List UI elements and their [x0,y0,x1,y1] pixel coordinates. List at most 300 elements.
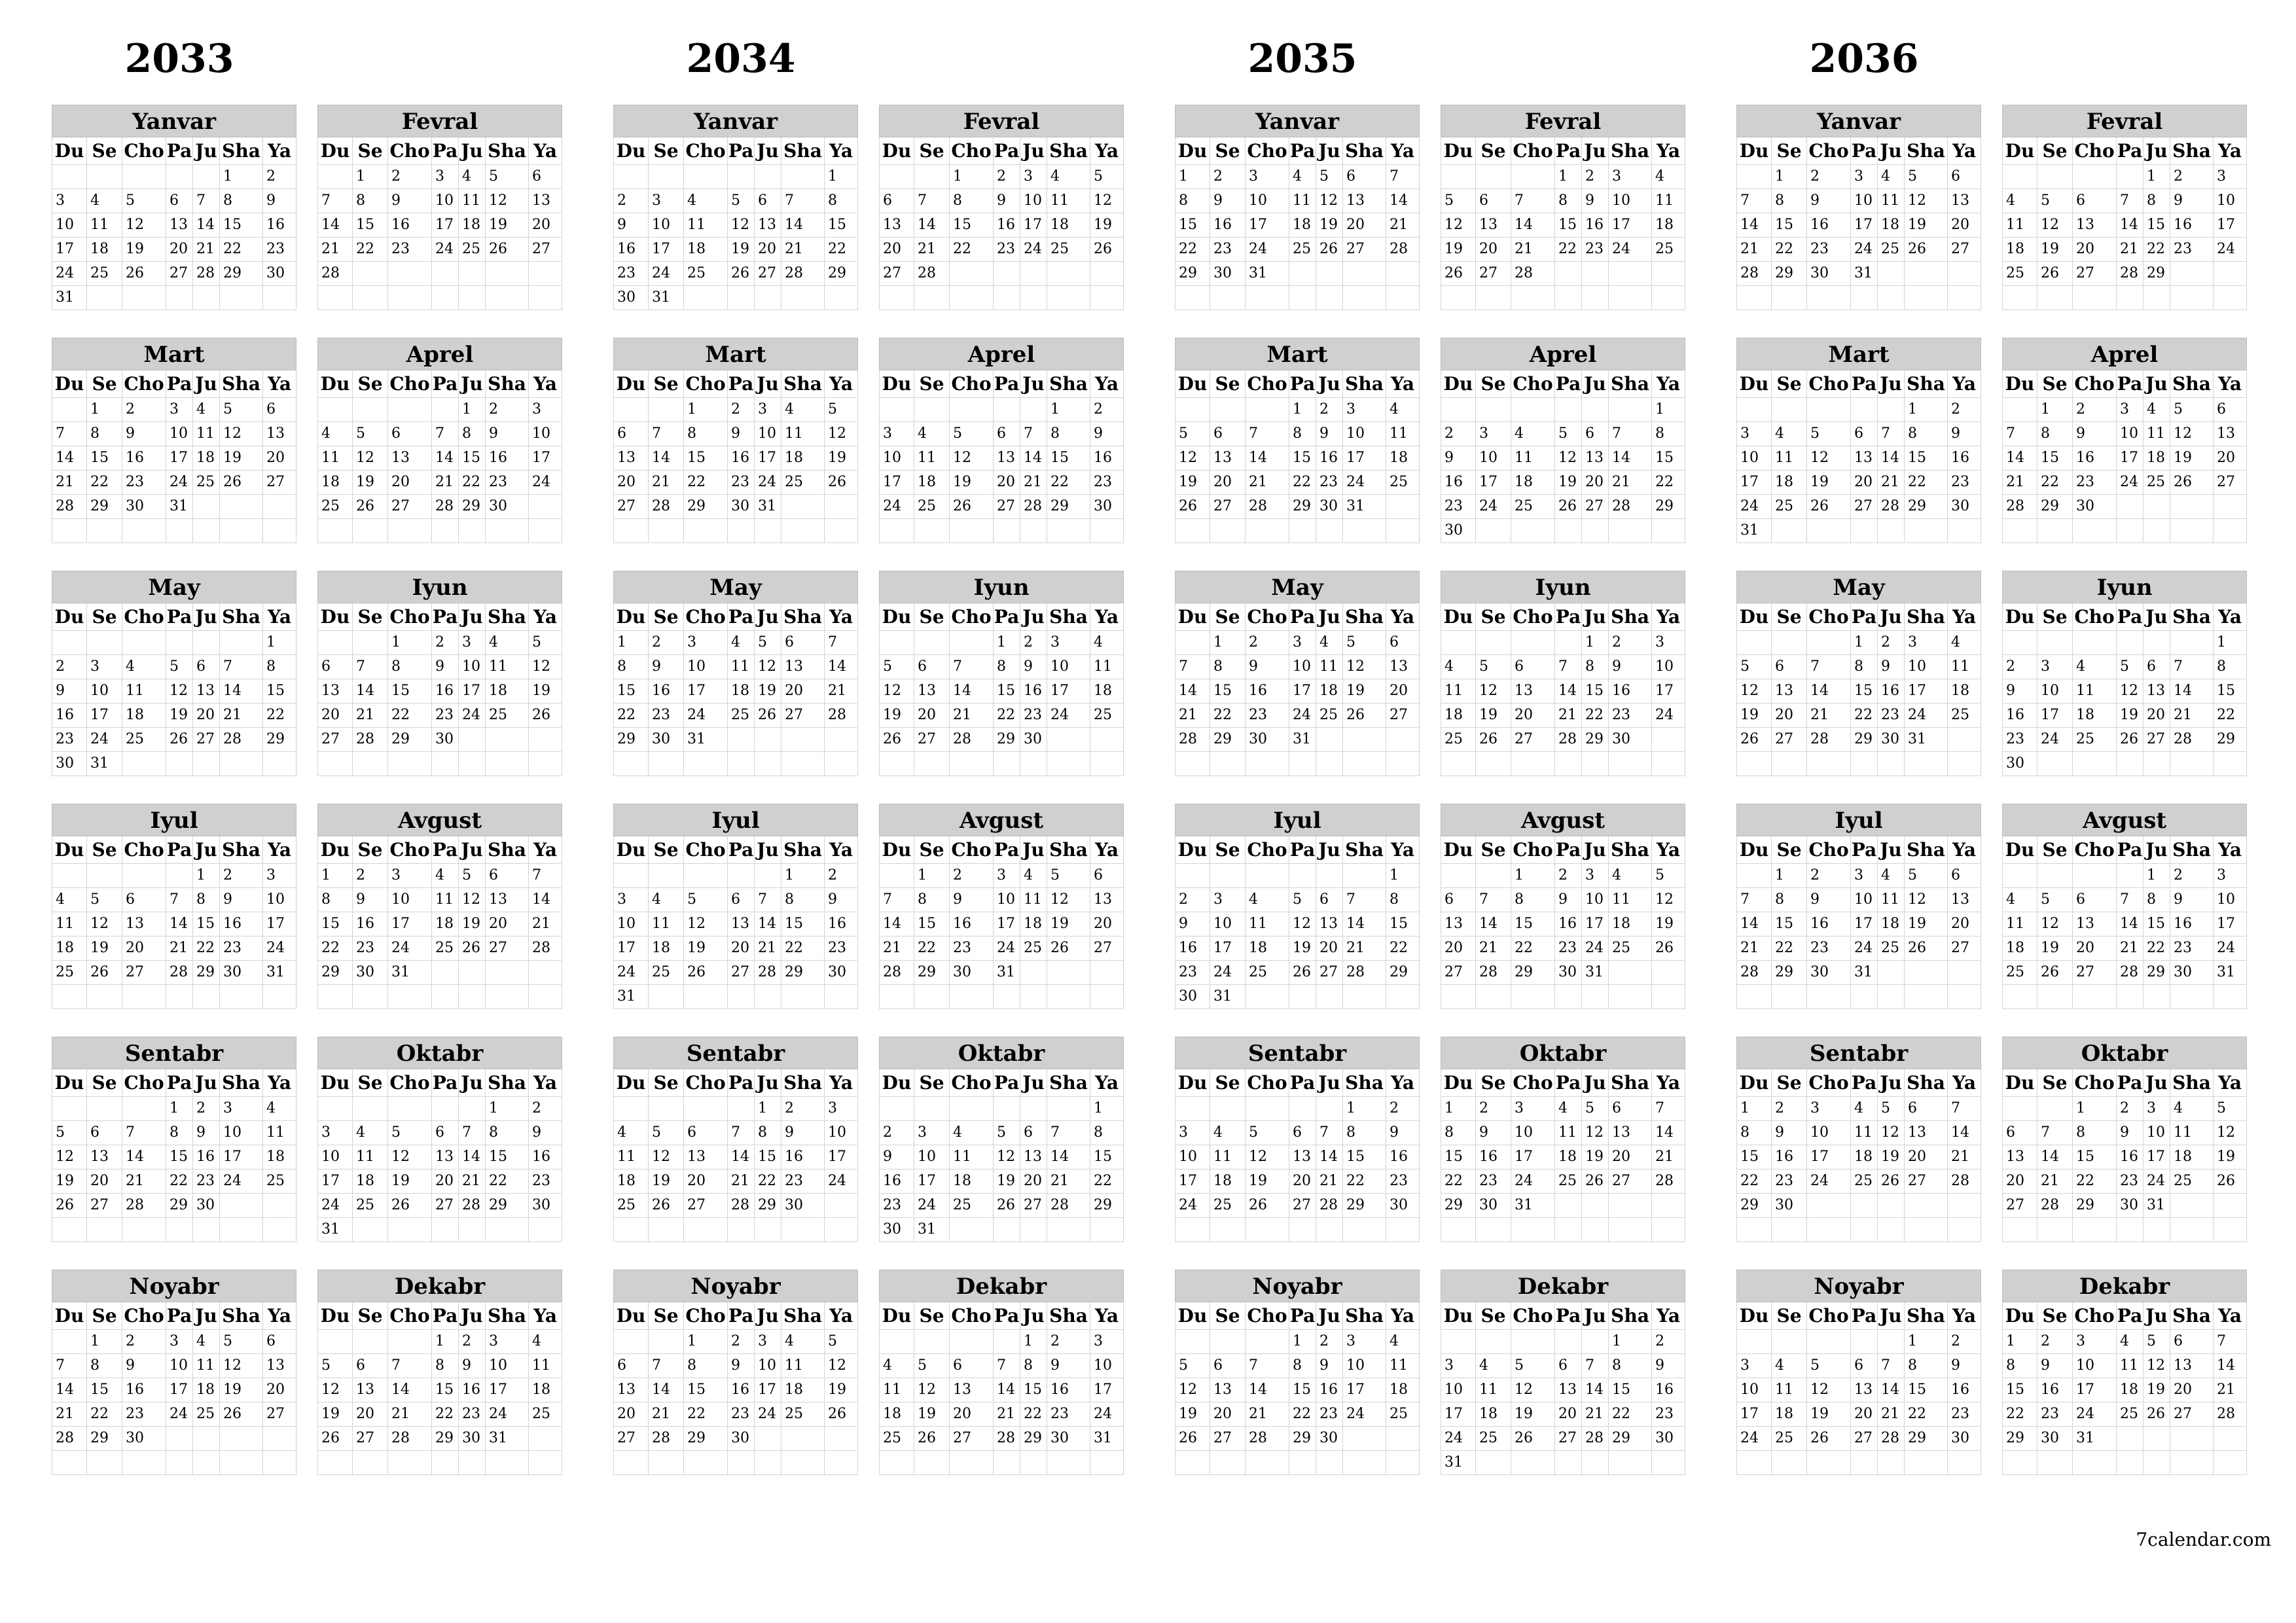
day-cell: 16 [2170,213,2214,238]
empty-cell [2037,1218,2073,1242]
day-cell: 12 [755,655,781,679]
day-cell: 18 [649,936,684,961]
day-cell: 8 [166,1121,193,1145]
empty-cell [122,1218,166,1242]
day-cell: 26 [1878,1169,1905,1194]
day-cell: 21 [2170,704,2214,728]
day-cell: 24 [1851,936,1878,961]
empty-cell [1386,1427,1420,1451]
empty-cell [2073,1218,2117,1242]
weekday-header: Ju [1020,1302,1047,1330]
weekday-header: Cho [684,603,728,631]
day-cell: 10 [1582,888,1609,912]
weekday-header: Ya [529,1302,562,1330]
empty-cell [1736,1218,1772,1242]
day-cell: 17 [755,446,781,471]
weekday-header: Pa [1851,836,1878,864]
day-cell: 24 [1476,495,1511,519]
empty-cell [529,961,562,985]
day-cell: 3 [1289,631,1316,655]
day-cell: 27 [432,1194,459,1218]
empty-cell [1246,1330,1289,1354]
day-cell: 21 [994,1402,1020,1427]
day-cell: 6 [1582,422,1609,446]
day-cell: 21 [649,1402,684,1427]
empty-cell [879,752,914,776]
day-cell: 9 [649,655,684,679]
empty-cell [1175,631,1210,655]
weekday-header: Cho [388,1302,432,1330]
empty-cell [1851,752,1878,776]
weekday-header: Ju [1316,1302,1343,1330]
day-cell: 10 [87,679,122,704]
day-cell: 12 [2117,679,2144,704]
empty-cell [388,1451,432,1475]
empty-cell [1343,286,1386,310]
empty-cell [263,495,296,519]
day-cell: 21 [1609,471,1652,495]
empty-cell [1175,1218,1210,1242]
day-cell: 30 [1609,728,1652,752]
empty-cell [1582,1218,1609,1242]
empty-cell [914,985,950,1009]
empty-cell [914,1451,950,1475]
day-cell: 25 [781,471,825,495]
day-cell: 6 [755,189,781,213]
day-cell: 15 [2144,213,2170,238]
day-cell: 22 [1090,1169,1124,1194]
day-cell: 27 [755,262,781,286]
day-cell: 14 [649,446,684,471]
day-cell: 21 [122,1169,166,1194]
weekday-header: Ju [2144,836,2170,864]
day-cell: 18 [1047,213,1090,238]
day-cell: 1 [263,631,296,655]
day-cell: 24 [1652,704,1685,728]
day-cell: 13 [1948,189,1981,213]
day-cell: 23 [1807,936,1851,961]
day-cell: 23 [950,936,994,961]
empty-cell [914,1097,950,1121]
day-cell: 20 [1316,936,1343,961]
day-cell: 23 [1246,704,1289,728]
day-cell: 6 [914,655,950,679]
empty-cell [1343,1451,1386,1475]
day-cell: 23 [529,1169,562,1194]
day-cell: 29 [317,961,353,985]
empty-cell [529,262,562,286]
day-cell: 17 [166,1378,193,1402]
day-cell: 4 [52,888,87,912]
day-cell: 14 [755,912,781,936]
day-cell: 11 [1210,1145,1246,1169]
day-cell: 10 [1289,655,1316,679]
empty-cell [1343,728,1386,752]
month-block [1175,804,1420,1009]
month-block [2002,804,2247,1009]
day-cell: 23 [432,704,459,728]
day-cell: 13 [914,679,950,704]
day-cell: 14 [1246,446,1289,471]
empty-cell [1343,519,1386,543]
day-cell: 7 [649,1354,684,1378]
empty-cell [459,286,486,310]
empty-cell [2214,985,2247,1009]
month-block [879,338,1124,543]
empty-cell [2170,262,2214,286]
day-cell: 30 [2002,752,2037,776]
day-cell: 29 [166,1194,193,1218]
day-cell: 8 [1289,1354,1316,1378]
month-block [613,1037,858,1242]
day-cell: 3 [388,864,432,888]
day-cell: 2 [353,864,388,888]
empty-cell [166,1427,193,1451]
day-cell: 17 [1343,1378,1386,1402]
day-cell: 10 [263,888,296,912]
weekday-header: Cho [950,836,994,864]
day-cell: 19 [1878,1145,1905,1169]
empty-cell [1511,1451,1555,1475]
day-cell: 12 [1175,446,1210,471]
empty-cell [1175,286,1210,310]
weekday-header: Ju [755,1069,781,1097]
empty-cell [87,1451,122,1475]
day-cell: 29 [193,961,220,985]
day-cell: 27 [166,262,193,286]
day-cell: 1 [684,1330,728,1354]
day-cell: 30 [193,1194,220,1218]
day-cell: 24 [1210,961,1246,985]
day-cell: 11 [353,1145,388,1169]
empty-cell [1772,398,1807,422]
weekday-header: Ju [1878,1302,1905,1330]
day-cell: 17 [1090,1378,1124,1402]
day-cell: 5 [1905,864,1948,888]
day-cell: 13 [613,1378,649,1402]
weekday-header: Cho [1511,603,1555,631]
day-cell: 12 [166,679,193,704]
empty-cell [220,286,263,310]
empty-cell [486,262,529,286]
day-cell: 20 [317,704,353,728]
day-cell: 7 [52,422,87,446]
day-cell: 3 [2214,165,2247,189]
month-title: Mart [613,338,858,370]
day-cell: 16 [2117,1145,2144,1169]
day-cell: 5 [825,398,858,422]
day-cell: 5 [755,631,781,655]
day-cell: 1 [1090,1097,1124,1121]
day-cell: 17 [1441,1402,1476,1427]
day-cell: 18 [2144,446,2170,471]
day-cell: 16 [353,912,388,936]
day-cell: 11 [1555,1121,1582,1145]
empty-cell [1609,961,1652,985]
empty-cell [1807,286,1851,310]
empty-cell [755,728,781,752]
empty-cell [613,864,649,888]
day-cell: 10 [2073,1354,2117,1378]
empty-cell [2170,752,2214,776]
empty-cell [1736,1451,1772,1475]
day-cell: 13 [353,1378,388,1402]
empty-cell [1289,1218,1316,1242]
weekday-header: Se [353,836,388,864]
day-cell: 12 [1905,888,1948,912]
day-cell: 30 [1948,495,1981,519]
day-cell: 29 [1511,961,1555,985]
day-cell: 20 [914,704,950,728]
day-cell: 10 [1090,1354,1124,1378]
weekday-header: Sha [1905,370,1948,398]
empty-cell [2037,1097,2073,1121]
weekday-header: Ya [263,137,296,165]
weekday-header: Ju [1878,603,1905,631]
day-cell: 5 [317,1354,353,1378]
weekday-header: Sha [486,1302,529,1330]
empty-cell [2073,864,2117,888]
day-cell: 24 [166,1402,193,1427]
day-cell: 24 [1175,1194,1210,1218]
empty-cell [529,752,562,776]
month-grid [613,603,858,776]
weekday-header: Sha [2170,137,2214,165]
day-cell: 11 [781,422,825,446]
empty-cell [87,1218,122,1242]
day-cell: 24 [1246,238,1289,262]
day-cell: 20 [263,446,296,471]
day-cell: 1 [432,1330,459,1354]
day-cell: 4 [1772,422,1807,446]
day-cell: 30 [459,1427,486,1451]
day-cell: 14 [1652,1121,1685,1145]
empty-cell [388,398,432,422]
month-title: Iyul [1175,804,1420,836]
weekday-header: Ya [825,1302,858,1330]
day-cell: 4 [2073,655,2117,679]
day-cell: 27 [1851,1427,1878,1451]
weekday-header: Pa [1555,1069,1582,1097]
weekday-header: Cho [1511,370,1555,398]
day-cell: 10 [2214,189,2247,213]
empty-cell [263,752,296,776]
day-cell: 18 [2170,1145,2214,1169]
day-cell: 11 [1047,189,1090,213]
day-cell: 11 [1476,1378,1511,1402]
day-cell: 25 [2117,1402,2144,1427]
day-cell: 30 [1210,262,1246,286]
empty-cell [1609,286,1652,310]
empty-cell [1175,752,1210,776]
empty-cell [825,495,858,519]
weekday-header: Ya [1652,836,1685,864]
empty-cell [728,1097,755,1121]
day-cell: 28 [193,262,220,286]
weekday-header: Ju [1316,603,1343,631]
empty-cell [1020,1451,1047,1475]
day-cell: 1 [1772,864,1807,888]
month-title: Fevral [879,105,1124,137]
weekday-header: Cho [1807,370,1851,398]
empty-cell [1047,728,1090,752]
weekday-header: Ju [2144,1302,2170,1330]
weekday-header: Pa [1851,370,1878,398]
day-cell: 6 [994,422,1020,446]
day-cell: 25 [1772,495,1807,519]
weekday-header: Pa [994,137,1020,165]
day-cell: 18 [1246,936,1289,961]
empty-cell [1555,519,1582,543]
day-cell: 16 [1210,213,1246,238]
weekday-header: Cho [1807,1069,1851,1097]
day-cell: 23 [52,728,87,752]
empty-cell [193,631,220,655]
month-title: Sentabr [1175,1037,1420,1069]
day-cell: 30 [122,1427,166,1451]
day-cell: 10 [1476,446,1511,471]
day-cell: 24 [459,704,486,728]
empty-cell [950,1451,994,1475]
day-cell: 20 [879,238,914,262]
day-cell: 12 [52,1145,87,1169]
empty-cell [1047,286,1090,310]
day-cell: 10 [2144,1121,2170,1145]
day-cell: 4 [1652,165,1685,189]
day-cell: 4 [684,189,728,213]
day-cell: 24 [52,262,87,286]
day-cell: 1 [1343,1097,1386,1121]
day-cell: 7 [1555,655,1582,679]
day-cell: 10 [755,422,781,446]
empty-cell [2037,165,2073,189]
weekday-header: Du [52,370,87,398]
empty-cell [193,1218,220,1242]
day-cell: 1 [388,631,432,655]
day-cell: 4 [728,631,755,655]
day-cell: 1 [1441,1097,1476,1121]
month-block [1736,804,1981,1009]
day-cell: 8 [825,189,858,213]
weekday-header: Du [1175,1069,1210,1097]
day-cell: 29 [432,1427,459,1451]
month-grid [52,370,296,543]
month-block [1175,1270,1420,1475]
day-cell: 23 [781,1169,825,1194]
day-cell: 23 [1386,1169,1420,1194]
day-cell: 27 [1511,728,1555,752]
weekday-header: Cho [684,1069,728,1097]
day-cell: 14 [879,912,914,936]
month-grid [52,836,296,1009]
day-cell: 16 [1555,912,1582,936]
month-block [1736,105,1981,310]
day-cell: 26 [388,1194,432,1218]
empty-cell [1511,1330,1555,1354]
day-cell: 6 [486,864,529,888]
day-cell: 16 [1948,1378,1981,1402]
day-cell: 28 [1736,262,1772,286]
day-cell: 26 [1175,1427,1210,1451]
empty-cell [1807,752,1851,776]
day-cell: 27 [728,961,755,985]
day-cell: 31 [1511,1194,1555,1218]
day-cell: 13 [486,888,529,912]
weekday-header: Ju [1582,603,1609,631]
day-cell: 7 [1652,1097,1685,1121]
empty-cell [1175,1097,1210,1121]
day-cell: 30 [1652,1427,1685,1451]
day-cell: 8 [1343,1121,1386,1145]
day-cell: 25 [1210,1194,1246,1218]
empty-cell [781,519,825,543]
day-cell: 22 [994,704,1020,728]
empty-cell [1652,1451,1685,1475]
day-cell: 16 [879,1169,914,1194]
empty-cell [193,752,220,776]
weekday-header: Cho [684,137,728,165]
day-cell: 19 [220,446,263,471]
day-cell: 3 [1020,165,1047,189]
day-cell: 3 [166,1330,193,1354]
day-cell: 6 [1948,864,1981,888]
empty-cell [1047,1097,1090,1121]
month-title: Yanvar [613,105,858,137]
day-cell: 24 [1582,936,1609,961]
day-cell: 27 [193,728,220,752]
day-cell: 13 [1210,446,1246,471]
empty-cell [122,985,166,1009]
day-cell: 5 [1905,165,1948,189]
day-cell: 10 [1851,888,1878,912]
empty-cell [1476,631,1511,655]
day-cell: 11 [1772,446,1807,471]
weekday-header: Ju [1020,370,1047,398]
empty-cell [1386,519,1420,543]
day-cell: 16 [728,446,755,471]
weekday-header: Ya [1652,370,1685,398]
weekday-header: Ya [2214,1302,2247,1330]
day-cell: 30 [2037,1427,2073,1451]
day-cell: 1 [1905,398,1948,422]
day-cell: 7 [1736,888,1772,912]
day-cell: 22 [432,1402,459,1427]
day-cell: 21 [1316,1169,1343,1194]
day-cell: 22 [684,1402,728,1427]
day-cell: 9 [459,1354,486,1378]
empty-cell [2117,519,2144,543]
weekday-header: Ju [1020,603,1047,631]
day-cell: 8 [388,655,432,679]
empty-cell [1772,519,1807,543]
month-block [613,105,858,310]
empty-cell [994,1218,1020,1242]
day-cell: 28 [1609,495,1652,519]
weekday-header: Du [613,836,649,864]
day-cell: 1 [2214,631,2247,655]
day-cell: 7 [649,422,684,446]
month-block [317,1037,562,1242]
empty-cell [2214,286,2247,310]
empty-cell [825,985,858,1009]
weekday-header: Pa [1851,137,1878,165]
empty-cell [684,985,728,1009]
day-cell: 20 [1555,1402,1582,1427]
day-cell: 9 [193,1121,220,1145]
empty-cell [2170,286,2214,310]
empty-cell [950,286,994,310]
day-cell: 7 [950,655,994,679]
